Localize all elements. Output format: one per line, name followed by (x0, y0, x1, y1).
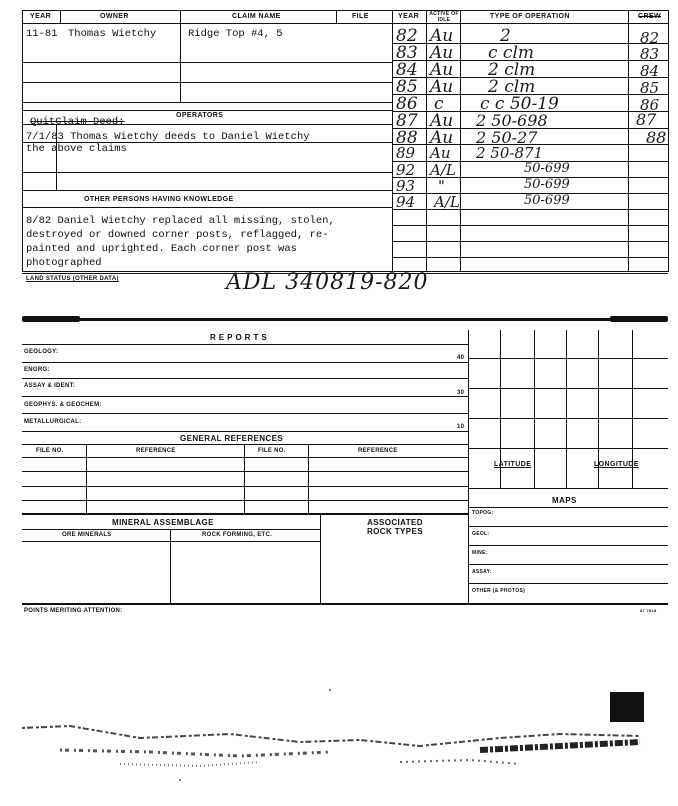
op-active: Au (430, 60, 454, 80)
report-label: ASSAY & IDENT: (24, 383, 76, 389)
rule (460, 10, 461, 272)
rule (22, 10, 23, 272)
rule (392, 241, 668, 242)
rule (468, 448, 668, 449)
maps-row-label: MINE: (472, 550, 488, 556)
longitude-label: LONGITUDE (594, 461, 639, 468)
knowledge-line-4: photographed (26, 257, 102, 269)
rule (22, 142, 392, 143)
op-type: 2 50-871 (476, 144, 544, 162)
op-type: c c 50-19 (480, 94, 559, 114)
rock-forming-label: ROCK FORMING, ETC. (202, 532, 273, 538)
op-type: 2 clm (488, 77, 536, 97)
associated-rock-types: ASSOCIATED ROCK TYPES (366, 518, 423, 536)
rule (22, 431, 468, 432)
rule (180, 10, 181, 24)
rule (22, 529, 320, 530)
rule (336, 10, 337, 24)
rule (468, 418, 668, 419)
rule (534, 330, 535, 488)
op-type: 2 (500, 26, 511, 46)
rule (468, 526, 668, 527)
rule (22, 102, 392, 103)
maps-title: MAPS (552, 496, 577, 505)
points-meriting-label: POINTS MERITING ATTENTION: (24, 608, 123, 614)
ore-minerals-label: ORE MINERALS (62, 532, 112, 538)
header-owner: OWNER (100, 13, 129, 20)
rule (468, 583, 668, 584)
rule (22, 378, 468, 379)
op-type: 50-699 (524, 177, 570, 192)
claim-owner: Thomas Wietchy (68, 28, 157, 40)
ref-col-reference-2: REFERENCE (358, 448, 398, 454)
op-type: 2 50-27 (476, 128, 538, 147)
mineral-assemblage-title: MINERAL ASSEMBLAGE (112, 518, 214, 527)
header-type-of-operation: TYPE OF OPERATION (490, 13, 570, 20)
rule (22, 110, 392, 111)
op-type: 50-699 (524, 193, 570, 208)
rule (320, 514, 321, 604)
reports-title: REPORTS (210, 333, 270, 342)
header-active-idle: ACTIVE OF IDLE (429, 11, 459, 23)
op-year: 88 (396, 128, 418, 148)
rule (392, 225, 668, 226)
rule (668, 10, 669, 272)
rule (22, 603, 668, 605)
op-type: 50-699 (524, 161, 570, 176)
rule (22, 344, 468, 345)
report-label: GEOLOGY: (24, 349, 59, 355)
rule (170, 529, 171, 604)
rule (22, 486, 468, 487)
rule (22, 62, 392, 63)
report-label: GEOPHYS. & GEOCHEM: (24, 402, 102, 408)
quitclaim-line1: 7/1/83 Thomas Wietchy deeds to Daniel Wietchy (26, 131, 310, 143)
op-crew: 84 (640, 62, 660, 80)
rule (468, 564, 668, 565)
op-crew: 87 (636, 110, 657, 129)
claim-date: 11-81 (26, 28, 58, 40)
op-year: 83 (396, 43, 418, 63)
claim-name: Ridge Top #4, 5 (188, 28, 283, 40)
rule (468, 358, 668, 359)
op-active: Au (430, 144, 451, 162)
rule (468, 388, 668, 389)
op-crew: 83 (640, 45, 660, 63)
rule (60, 10, 61, 24)
rule (22, 207, 392, 208)
maps-row-label: TOPOG: (472, 510, 494, 516)
op-active: Au (430, 43, 454, 63)
op-active: c (434, 94, 444, 114)
ref-col-reference: REFERENCE (136, 448, 176, 454)
rule (22, 10, 668, 11)
report-num: 10 (457, 424, 465, 430)
knowledge-line-1: 8/82 Daniel Wietchy replaced all missing, stolen, (26, 215, 335, 227)
op-active: " (438, 177, 445, 195)
maps-row-label: ASSAY: (472, 569, 492, 575)
op-crew: 86 (640, 96, 660, 114)
rule (22, 541, 320, 542)
rule (468, 488, 668, 489)
op-type: 2 clm (488, 60, 536, 80)
rule (22, 172, 392, 173)
op-year: 94 (396, 193, 416, 211)
rule (86, 444, 87, 514)
rule (566, 448, 567, 488)
maps-row-label: GEOL: (472, 531, 490, 537)
rule (22, 444, 468, 445)
rule (426, 10, 427, 272)
rule (22, 23, 668, 24)
ref-col-file-no-2: FILE NO. (258, 448, 286, 454)
op-active: Au (430, 77, 454, 97)
header-file: FILE (352, 13, 369, 20)
op-year: 82 (396, 26, 418, 46)
op-active: Au (430, 111, 454, 131)
report-label: ENGRG: (24, 367, 50, 373)
rule (468, 545, 668, 546)
other-persons-label: OTHER PERSONS HAVING KNOWLEDGE (84, 196, 234, 203)
scan-blot (610, 692, 644, 722)
form-number: 87 7818 (640, 608, 657, 613)
header-year: YEAR (30, 13, 52, 20)
rule (22, 457, 468, 458)
op-active: A/L (434, 193, 460, 211)
report-num: 30 (457, 390, 465, 396)
rule (22, 413, 468, 414)
rule (22, 513, 468, 515)
rule (392, 10, 393, 272)
header-year-right: YEAR (398, 13, 420, 20)
rule (244, 444, 245, 514)
latitude-label: LATITUDE (494, 461, 532, 468)
rule (468, 507, 668, 508)
rule (22, 471, 468, 472)
op-active: A/L (430, 161, 456, 179)
rule (22, 396, 468, 397)
op-crew: 82 (640, 29, 660, 47)
rule (56, 124, 57, 190)
op-crew: 85 (640, 79, 660, 97)
rule (22, 190, 392, 191)
op-year: 93 (396, 177, 416, 195)
rule (22, 316, 80, 322)
op-crew: 88 (646, 128, 667, 147)
rule (628, 10, 629, 272)
scan-noise (0, 680, 678, 806)
knowledge-line-3: painted and uprighted. Each corner post was (26, 243, 297, 255)
op-year: 84 (396, 60, 418, 80)
land-status-label: LAND STATUS (OTHER DATA) (26, 276, 119, 282)
op-type: c clm (488, 43, 535, 63)
quitclaim-title: QuitClaim Deed: (30, 116, 125, 128)
operators-label: OPERATORS (176, 112, 224, 119)
quitclaim-line2: the above claims (26, 143, 127, 155)
header-crew: CREW (638, 13, 661, 20)
rule (308, 444, 309, 514)
rule (22, 362, 468, 363)
rule (392, 257, 668, 258)
op-year: 92 (396, 161, 416, 179)
rule (22, 500, 468, 501)
report-num: 40 (457, 355, 465, 361)
land-status-value: ADL 340819-820 (226, 270, 429, 295)
op-year: 89 (396, 144, 416, 162)
op-year: 85 (396, 77, 418, 97)
header-claim-name: CLAIM NAME (232, 13, 281, 20)
general-references-title: GENERAL REFERENCES (180, 434, 284, 443)
knowledge-line-2: destroyed or downed corner posts, reflagged, re- (26, 229, 329, 241)
rule (468, 330, 469, 604)
rule (610, 316, 668, 322)
op-year: 86 (396, 94, 418, 114)
rule (22, 318, 668, 321)
op-type: 2 50-698 (476, 111, 548, 130)
ref-col-file-no: FILE NO. (36, 448, 64, 454)
rule (180, 23, 181, 103)
op-active: Au (430, 128, 454, 148)
maps-row-label: OTHER (& PHOTOS) (472, 588, 526, 594)
rule (22, 82, 392, 83)
report-label: METALLURGICAL: (24, 419, 82, 425)
op-year: 87 (396, 111, 418, 131)
op-active: Au (430, 26, 454, 46)
